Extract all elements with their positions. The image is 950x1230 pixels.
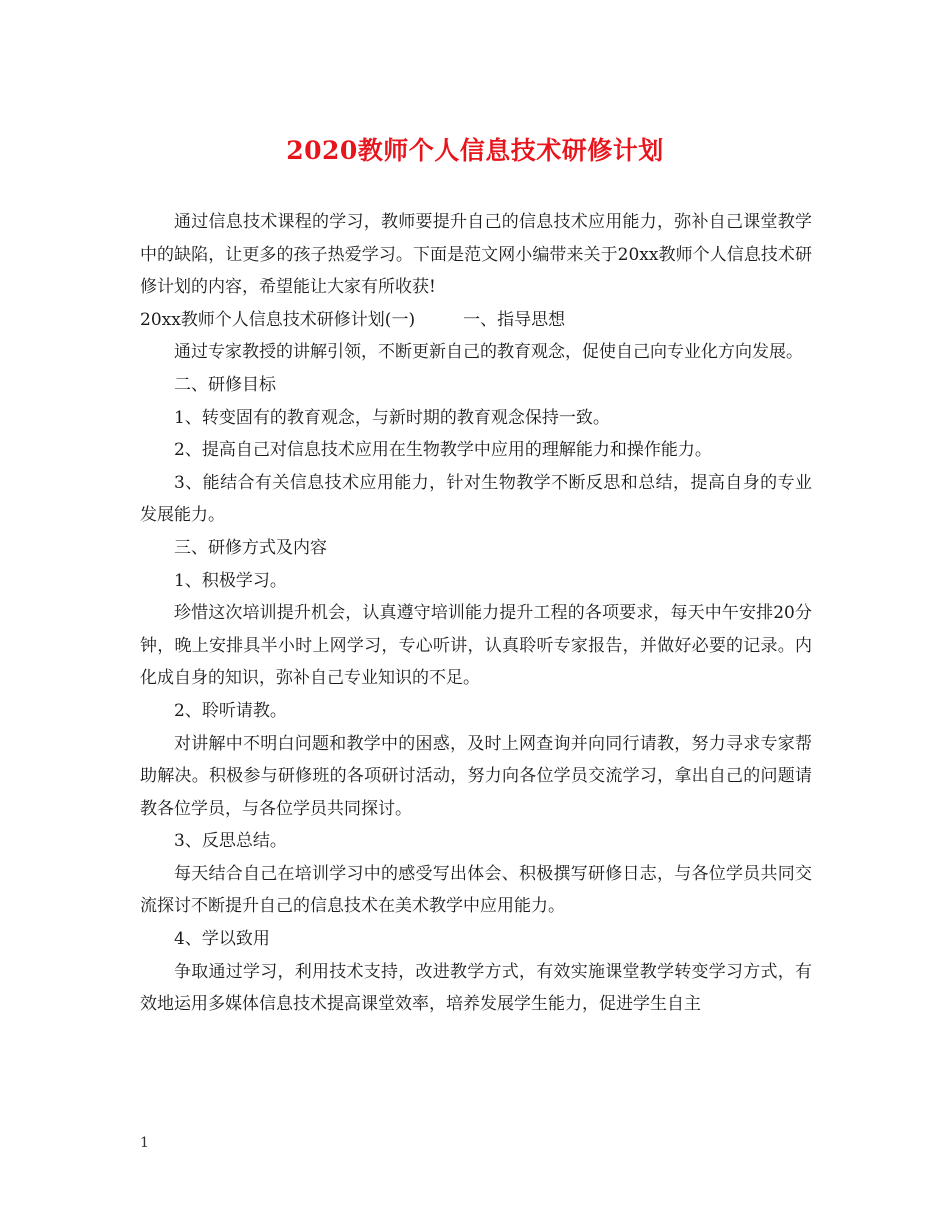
document-title: 2020教师个人信息技术研修计划	[286, 136, 664, 165]
heading-methods: 三、研修方式及内容	[174, 537, 327, 558]
document-body	[140, 206, 812, 1021]
method-heading-3: 3、反思总结。	[174, 831, 287, 852]
method-heading-1: 1、积极学习。	[174, 570, 287, 591]
plan-subtitle: 20xx教师个人信息技术研修计划(一)	[140, 309, 416, 330]
method-paragraph-1: 珍惜这次培训提升机会，认真遵守培训能力提升工程的各项要求，每天中午安排20分钟，晚上安排具半小时上网学习，专心听讲，认真聆听专家报告，并做好必要的记录。内化成自身的知识，弥补自己专业知识的不足。	[140, 603, 812, 689]
intro-paragraph: 通过信息技术课程的学习，教师要提升自己的信息技术应用能力，弥补自己课堂教学中的缺陷，让更多的孩子热爱学习。下面是范文网小编带来关于20xx教师个人信息技术研修计划的内容，希望能让大家有所收获!	[140, 212, 812, 298]
method-heading-2: 2、聆听请教。	[174, 700, 287, 721]
goal-item-3: 3、能结合有关信息技术应用能力，针对生物教学不断反思和总结，提高自身的专业发展能力。	[140, 472, 812, 526]
method-paragraph-3: 每天结合自己在培训学习中的感受写出体会、积极撰写研修日志，与各位学员共同交流探讨不断提升自己的信息技术在美术教学中应用能力。	[140, 863, 812, 917]
heading-guiding-thought: 一、指导思想	[463, 309, 566, 330]
section-heading-line	[140, 304, 812, 337]
heading-research-goals: 二、研修目标	[174, 374, 276, 395]
method-paragraph-4: 争取通过学习，利用技术支持，改进教学方式，有效实施课堂教学转变学习方式，有效地运用多媒体信息技术提高课堂效率，培养发展学生能力，促进学生自主	[140, 961, 812, 1015]
goal-item-2: 2、提高自己对信息技术应用在生物教学中应用的理解能力和操作能力。	[174, 440, 712, 461]
method-paragraph-2: 对讲解中不明白问题和教学中的困惑，及时上网查询并向同行请教，努力寻求专家帮助解决。积极参与研修班的各项研讨活动，努力向各位学员交流学习，拿出自己的问题请教各位学员，与各位学员共同探讨。	[140, 733, 812, 819]
paragraph-guiding-thought: 通过专家教授的讲解引领，不断更新自己的教育观念，促使自己向专业化方向发展。	[174, 342, 803, 363]
method-heading-4: 4、学以致用	[174, 929, 270, 950]
page-number: 1	[140, 1135, 149, 1151]
goal-item-1: 1、转变固有的教育观念，与新时期的教育观念保持一致。	[174, 407, 610, 428]
